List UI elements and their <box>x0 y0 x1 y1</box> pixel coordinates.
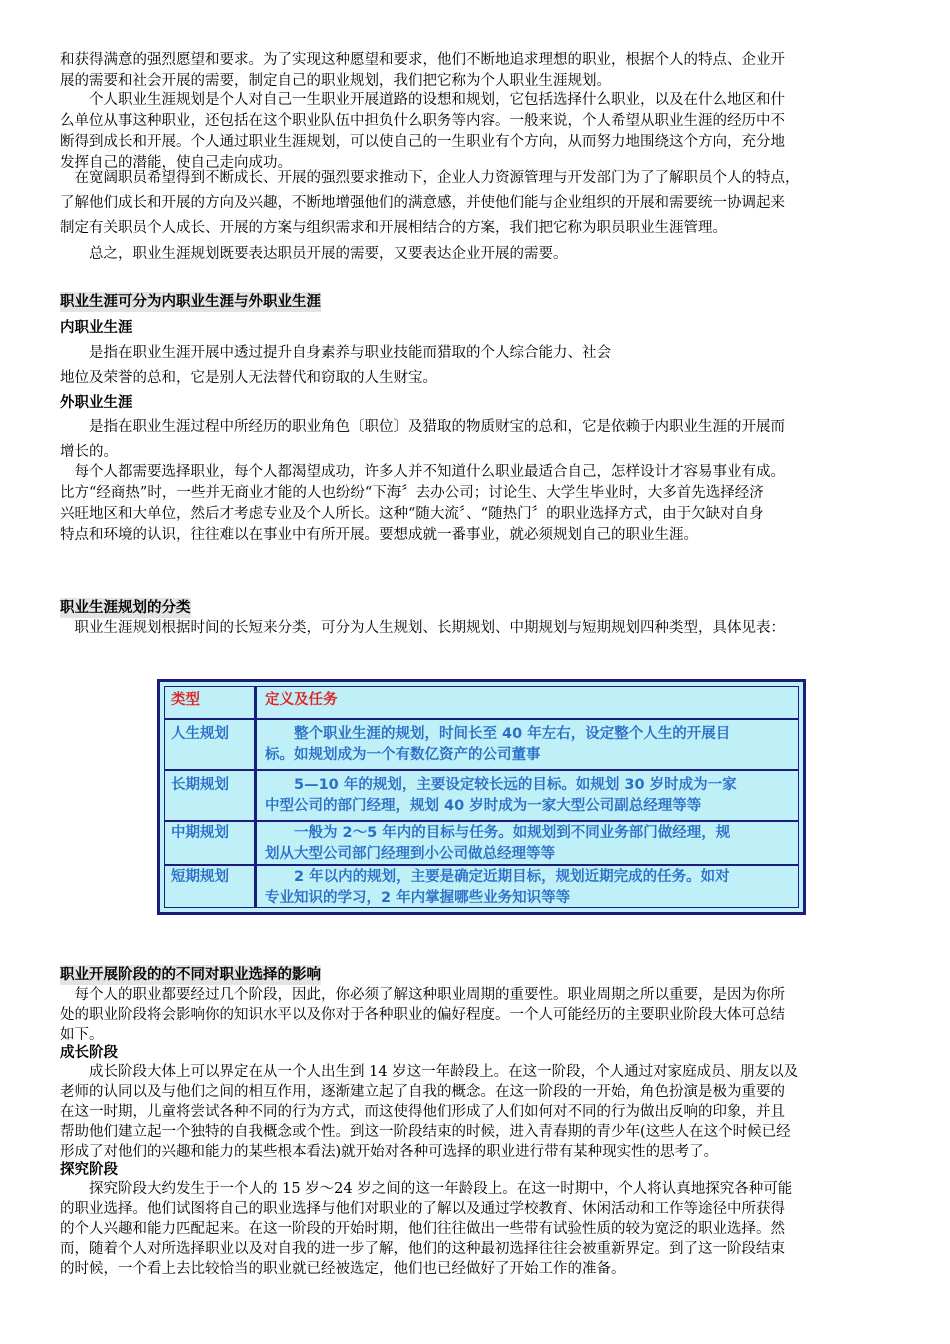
text-line: 中型公司的部门经理，规划 40 岁时成为一家大型公司副总经理等等 <box>265 798 702 814</box>
text-line: 了解他们成长和开展的方向及兴趣，不断地增强他们的满意感，并使他们能与企业组织的开展和需要统一协调起来 <box>60 195 785 211</box>
text-line: 和获得满意的强烈愿望和要求。为了实现这种愿望和要求，他们不断地追求理想的职业，根据个人的特点、企业开 <box>60 52 785 68</box>
intro-paragraph-3 <box>60 166 910 241</box>
section-heading-career-types <box>60 292 910 312</box>
section-heading-planning-classification <box>60 598 910 618</box>
row-definition <box>265 867 800 909</box>
text-line: 职业生涯规划根据时间的长短来分类，可分为人生规划、长期规划、中期规划与短期规划四种类型，具体见表： <box>60 620 785 636</box>
section-heading-text: 职业生涯规划的分类 <box>60 600 191 616</box>
exploration-stage-title: 探究阶段 <box>60 1162 118 1178</box>
text-line: 而，随着个人对所选择职业以及对自我的进一步了解，他们的这种最初选择往往会被重新界定。到了这一阶段结束 <box>60 1241 785 1257</box>
growth-stage-title: 成长阶段 <box>60 1045 118 1061</box>
table-header-row <box>165 687 798 720</box>
text-line: 处的职业阶段将会影响你的知识水平以及你对于各种职业的偏好程度。一个人可能经历的主要职业阶段大体可总结 <box>60 1007 785 1023</box>
text-line: 整个职业生涯的规划，时间长至 40 年左右，设定整个人生的开展目 <box>265 726 731 742</box>
row-definition <box>265 724 800 766</box>
table-row <box>165 822 798 866</box>
text-line: 是指在职业生涯过程中所经历的职业角色〔职位〕及猎取的物质财宝的总和，它是依赖于内职业生涯的开展而 <box>60 419 785 435</box>
text-line: 么单位从事这种职业，还包括在这个职业队伍中担负什么职务等内容。一般来说，个人希望从职业生涯的经历中不 <box>60 113 785 129</box>
intro-paragraph-4 <box>60 242 910 267</box>
text-line: 个人职业生涯规划是个人对自己一生职业开展道路的设想和规划，它包括选择什么职业，以及在什么地区和什 <box>60 92 785 108</box>
row-type: 人生规划 <box>171 726 229 742</box>
text-line: 在宽阔职员希望得到不断成长、开展的强烈要求推动下，企业人力资源管理与开发部门为了了解职员个人的特点， <box>60 170 800 186</box>
text-line: 是指在职业生涯开展中透过提升自身素养与职业技能而猎取的个人综合能力、社会 <box>60 345 611 361</box>
text-line: 比方“经商热”时，一些并无商业才能的人也纷纷“下海〞去办公司；讨论生、大学生毕业时，大多首先选择经济 <box>60 485 764 501</box>
section-heading-career-stages <box>60 965 910 985</box>
text-line: 5—10 年的规划，主要设定较长远的目标。如规划 30 岁时成为一家 <box>265 777 737 793</box>
career-stages-intro <box>60 985 910 1045</box>
text-line: 划从大型公司部门经理到小公司做总经理等等 <box>265 846 555 862</box>
row-type: 短期规划 <box>171 869 229 885</box>
text-line: 展的需要和社会开展的需要，制定自己的职业规划，我们把它称为个人职业生涯规划。 <box>60 73 611 89</box>
intro-paragraph-1 <box>60 50 910 92</box>
inner-career-title: 内职业生涯 <box>60 320 133 336</box>
table-row <box>165 866 798 911</box>
exploration-stage-paragraph <box>60 1179 910 1279</box>
text-line: 一般为 2～5 年内的目标与任务。如规划到不同业务部门做经理，规 <box>265 825 731 841</box>
text-line: 增长的。 <box>60 444 118 460</box>
text-line: 每个人的职业都要经过几个阶段，因此，你必须了解这种职业周期的重要性。职业周期之所以重要，是因为你所 <box>60 987 785 1003</box>
growth-stage-paragraph <box>60 1062 910 1162</box>
header-type: 类型 <box>171 692 200 708</box>
text-line: 探究阶段大约发生于一个人的 15 岁～24 岁之间的这一年龄段上。在这一时期中，个人将认真地探究各种可能 <box>60 1181 793 1197</box>
text-line: 专业知识的学习，2 年内掌握哪些业务知识等等 <box>265 890 571 906</box>
row-definition <box>265 775 800 817</box>
text-line: 帮助他们建立起一个独特的自我概念或个性。到这一阶段结束的时候，进入青春期的青少年(这些人在这个时候已经 <box>60 1124 791 1140</box>
table-body <box>164 686 799 908</box>
text-line: 成长阶段大体上可以界定在从一个人出生到 14 岁这一年龄段上。在这一阶段，个人通过对家庭成员、朋友以及 <box>60 1064 799 1080</box>
text-line: 如下。 <box>60 1027 104 1043</box>
text-line: 老师的认同以及与他们之间的相互作用，逐渐建立起了自我的概念。在这一阶段的一开始，角色扮演是极为重要的 <box>60 1084 785 1100</box>
table-row <box>165 720 798 771</box>
row-type: 中期规划 <box>171 825 229 841</box>
section-heading-text: 职业生涯可分为内职业生涯与外职业生涯 <box>60 294 321 310</box>
outer-career-paragraph <box>60 415 910 465</box>
text-line: 的时候，一个看上去比较恰当的职业就已经被选定，他们也已经做好了开始工作的准备。 <box>60 1261 626 1277</box>
text-line: 地位及荣誉的总和，它是别人无法替代和窃取的人生财宝。 <box>60 370 437 386</box>
header-definition: 定义及任务 <box>265 692 338 708</box>
row-definition <box>265 823 800 865</box>
text-line: 标。如规划成为一个有数亿资产的公司董事 <box>265 747 541 763</box>
text-line: 断得到成长和开展。个人通过职业生涯规划，可以使自己的一生职业有个方向，从而努力地围绕这个方向，充分地 <box>60 134 785 150</box>
text-line: 形成了对他们的兴趣和能力的某些根本看法)就开始对各种可选择的职业进行带有某种现实性的思考了。 <box>60 1144 719 1160</box>
text-line: 在这一时期，儿童将尝试各种不同的行为方式，而这使得他们形成了人们如何对不同的行为做出反响的印象，并且 <box>60 1104 785 1120</box>
text-line: 的职业选择。他们试图将自己的职业选择与他们对职业的了解以及通过学校教育、休闲活动和工作等途径中所获得 <box>60 1201 785 1217</box>
section-heading-text: 职业开展阶段的的不同对职业选择的影响 <box>60 967 321 983</box>
classification-intro <box>60 618 910 639</box>
intro-paragraph-2 <box>60 90 910 174</box>
text-line: 2 年以内的规划，主要是确定近期目标，规划近期完成的任务。如对 <box>265 869 730 885</box>
text-line: 的个人兴趣和能力匹配起来。在这一阶段的开始时期，他们往往做出一些带有试验性质的较为宽泛的职业选择。然 <box>60 1221 785 1237</box>
inner-career-paragraph <box>60 341 910 391</box>
text-line: 总之，职业生涯规划既要表达职员开展的需要，又要表达企业开展的需要。 <box>60 246 568 262</box>
text-line: 每个人都需要选择职业，每个人都渴望成功，许多人并不知道什么职业最适合自己，怎样设计才容易事业有成。 <box>60 464 785 480</box>
text-line: 兴旺地区和大单位，然后才考虑专业及个人所长。这种“随大流〞、“随热门〞的职业选择方式，由于欠缺对自身 <box>60 506 764 522</box>
planning-types-table <box>157 679 806 915</box>
text-line: 特点和环境的认识，往往难以在事业中有所开展。要想成就一番事业，就必须规划自己的职业生涯。 <box>60 527 698 543</box>
text-line: 发挥自己的潜能，使自己走向成功。 <box>60 155 292 171</box>
table-row <box>165 771 798 822</box>
career-choice-paragraph <box>60 462 910 546</box>
outer-career-title: 外职业生涯 <box>60 395 133 411</box>
text-line: 制定有关职员个人成长、开展的方案与组织需求和开展相结合的方案，我们把它称为职员职业生涯管理。 <box>60 220 727 236</box>
row-type: 长期规划 <box>171 777 229 793</box>
